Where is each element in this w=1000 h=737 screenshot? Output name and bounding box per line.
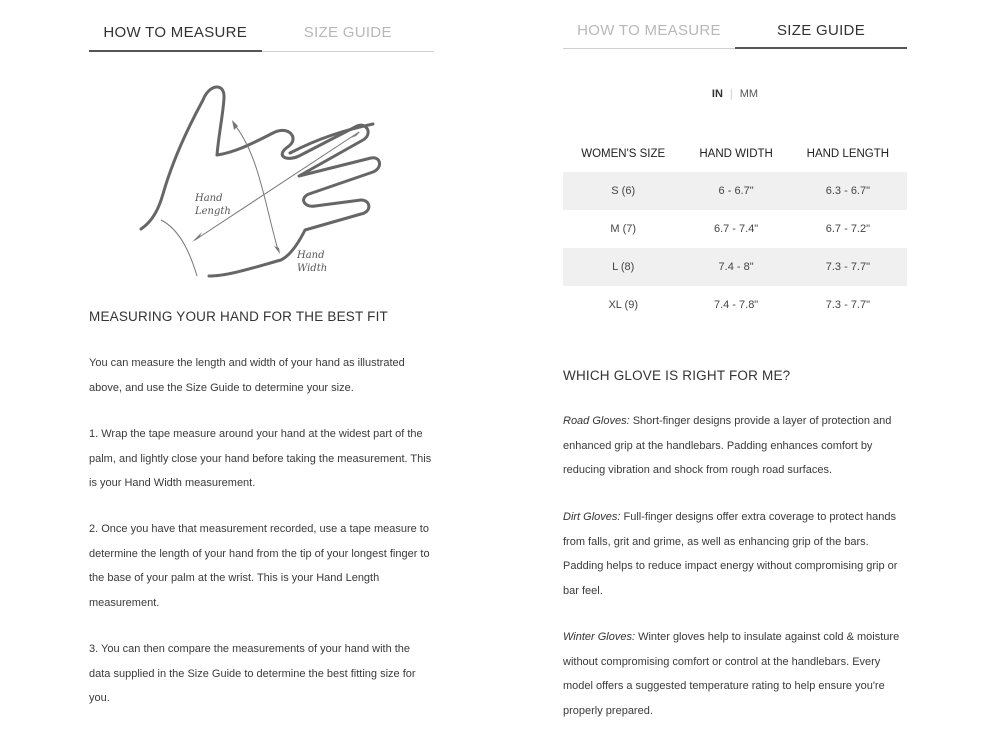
table-header: WOMEN'S SIZE: [581, 147, 666, 160]
hand-width-label: Hand: [297, 250, 325, 261]
unit-separator: |: [729, 88, 733, 100]
which-glove-heading: WHICH GLOVE IS RIGHT FOR ME?: [563, 368, 791, 383]
left-tab-bar: [89, 0, 434, 52]
table-cell: M (7): [610, 223, 637, 235]
table-cell: L (8): [563, 248, 683, 286]
unit-toggle: [563, 88, 907, 100]
table-cell: 7.3 - 7.7": [789, 248, 907, 286]
unit-in-toggle[interactable]: IN: [711, 88, 723, 100]
measuring-heading: MEASURING YOUR HAND FOR THE BEST FIT: [89, 309, 388, 324]
table-row: [563, 286, 907, 324]
dirt-gloves-text: Full-finger designs offer extra coverage to protect hands from falls, grit and grime, as well as enhancing grip of the bars. Padding helps to reduce impact energy without compromising grip or bar feel.: [563, 511, 898, 597]
road-gloves-text: Short-finger designs provide a layer of protection and enhanced grip at the handlebars. Padding enhances comfort by reducing vibration and shock from rough road surfaces.: [563, 415, 892, 476]
step-3-paragraph: 3. You can then compare the measurements of your hand with the data supplied in the Size Guide to determine the best fitting size for you.: [89, 643, 416, 704]
right-tab-bar: [563, 0, 907, 49]
intro-paragraph: You can measure the length and width of your hand as illustrated above, and use the Size Guide to determine your size.: [89, 357, 405, 394]
table-cell: 7.4 - 7.8": [713, 299, 759, 311]
winter-gloves-paragraph: [563, 625, 907, 723]
tab-how-to-measure[interactable]: HOW TO MEASURE: [89, 0, 262, 52]
table-header-row: [563, 135, 907, 172]
tab-size-guide[interactable]: SIZE GUIDE: [262, 0, 435, 52]
hand-length-label-2: Length: [195, 206, 231, 217]
road-gloves-paragraph: [563, 409, 907, 483]
hand-width-label-2: Width: [297, 263, 328, 274]
tab-how-to-measure[interactable]: HOW TO MEASURE: [563, 0, 735, 49]
dirt-gloves-name: Dirt Gloves:: [563, 511, 621, 523]
how-to-measure-panel: [89, 0, 434, 704]
size-guide-panel: [563, 0, 907, 717]
table-cell: S (6): [563, 172, 683, 210]
hand-length-label: Hand: [195, 193, 223, 204]
size-table: [563, 135, 907, 324]
table-row: [563, 248, 907, 286]
winter-gloves-name: Winter Gloves:: [563, 631, 636, 643]
table-cell: 7.4 - 8": [683, 248, 788, 286]
table-header: HAND LENGTH: [806, 147, 890, 160]
table-cell: 6.7 - 7.4": [713, 223, 759, 235]
dirt-gloves-paragraph: [563, 505, 907, 603]
unit-mm-toggle[interactable]: MM: [739, 88, 759, 100]
table-row: [563, 210, 907, 248]
table-cell: 7.3 - 7.7": [825, 299, 871, 311]
table-header: HAND WIDTH: [699, 147, 773, 160]
step-2-paragraph: 2. Once you have that measurement recorded, use a tape measure to determine the length of your hand from the tip of your longest finger to the base of your palm at the wrist. This is your Hand Length measurement.: [89, 523, 430, 609]
step-1-paragraph: 1. Wrap the tape measure around your hand at the widest part of the palm, and lightly close your hand before taking the measurement. This is your Hand Width measurement.: [89, 428, 432, 489]
road-gloves-name: Road Gloves:: [563, 415, 630, 427]
table-cell: 6.3 - 6.7": [789, 172, 907, 210]
hand-measurement-illustration: [139, 80, 384, 285]
winter-gloves-text: Winter gloves help to insulate against cold & moisture without compromising comfort or control at the handlebars. Every model offers a suggested temperature rating to help ensure you're properly prepared.: [563, 631, 900, 717]
table-row: [563, 172, 907, 210]
table-cell: XL (9): [608, 299, 638, 311]
table-cell: 6 - 6.7": [683, 172, 788, 210]
tab-size-guide[interactable]: SIZE GUIDE: [735, 0, 907, 49]
table-cell: 6.7 - 7.2": [825, 223, 871, 235]
